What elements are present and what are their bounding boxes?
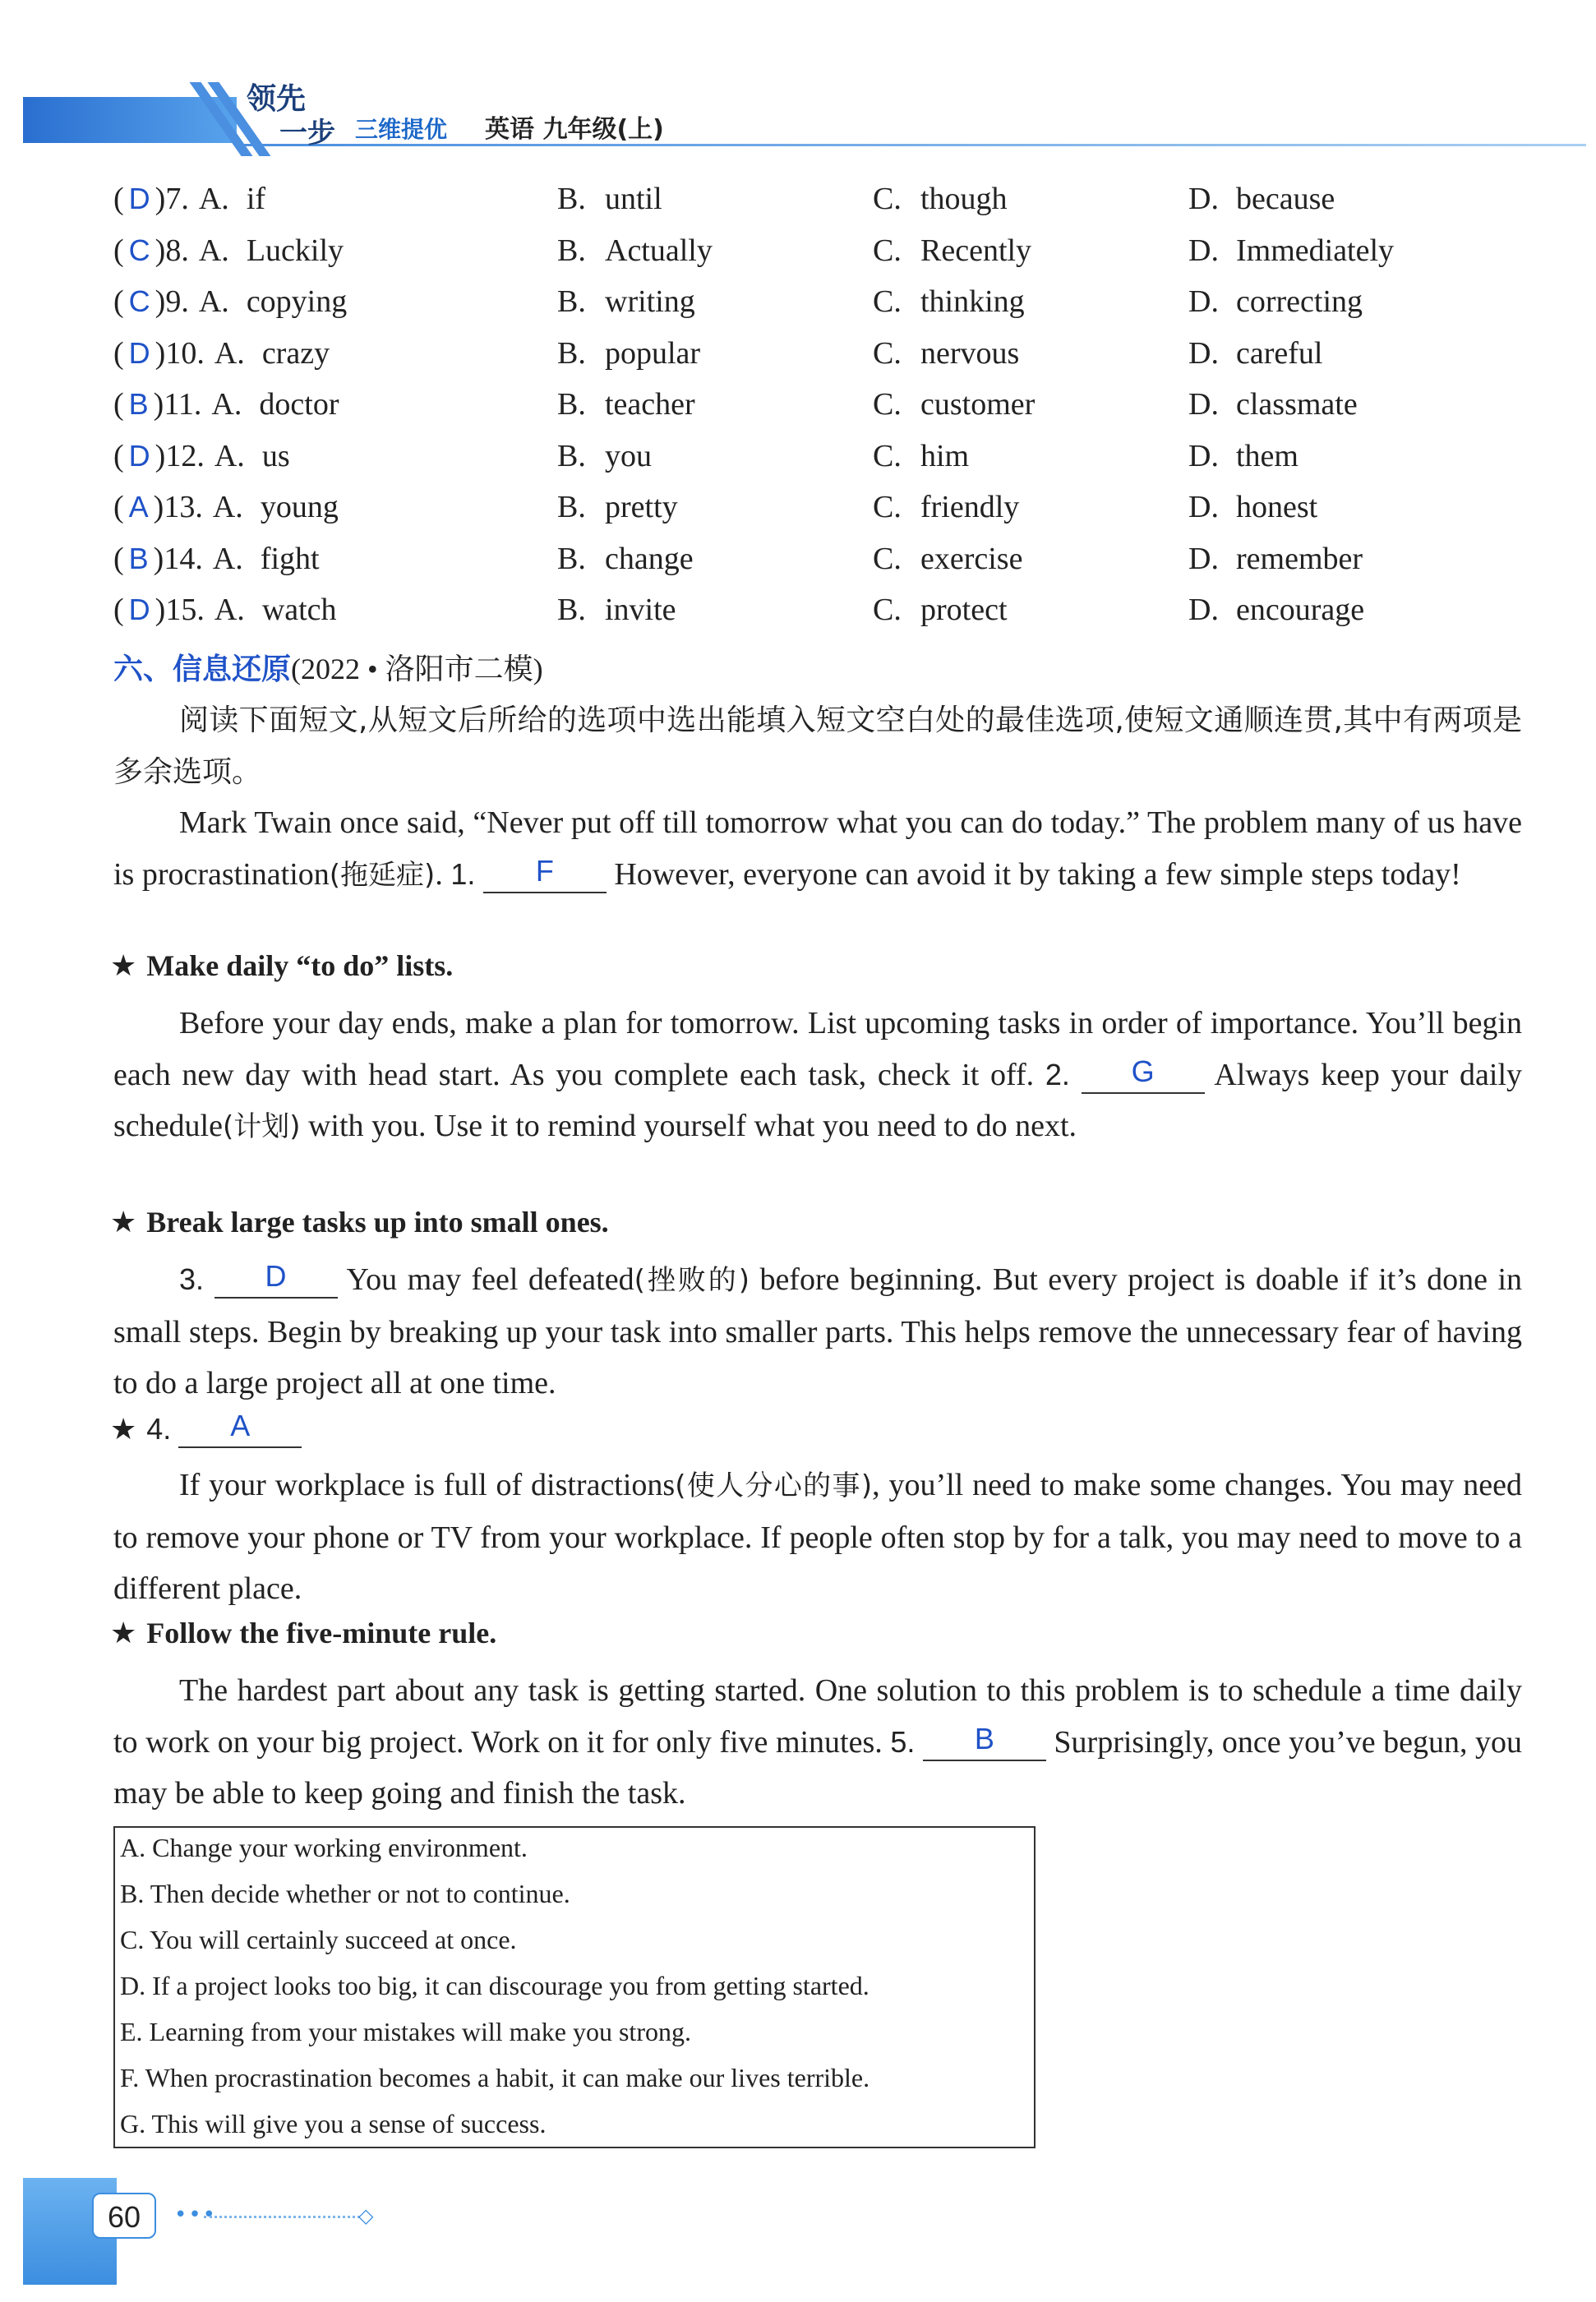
- mc-answer-slot: ( B )14. A. fight: [113, 541, 320, 576]
- mc-question: [113, 386, 1560, 436]
- mc-question: [113, 489, 1560, 538]
- mc-question: [113, 284, 1560, 333]
- mc-option-c: C. exercise: [873, 541, 1023, 576]
- tip-heading-2: ★ Break large tasks up into small ones.: [110, 1206, 609, 1239]
- mc-option-b: B. Actually: [557, 233, 713, 268]
- mc-question: [113, 181, 1560, 230]
- mc-answer-slot: ( D )15. A. watch: [113, 593, 337, 627]
- mc-option-c: C. thinking: [873, 284, 1025, 319]
- mc-option-b: B. you: [557, 438, 652, 473]
- mc-number: 10.: [165, 335, 205, 371]
- box-option: F. When procrastination becomes a habit, it can make our lives terrible.: [120, 2063, 870, 2092]
- mc-option-c: C. him: [873, 438, 970, 473]
- mc-number: 13.: [164, 490, 203, 524]
- mc-option-b: B. teacher: [557, 387, 695, 422]
- star-icon: ★: [110, 1413, 137, 1446]
- box-option: A. Change your working environment.: [120, 1833, 528, 1862]
- mc-option-d: D. remember: [1188, 541, 1363, 576]
- answer-blank-3[interactable]: D: [214, 1264, 338, 1299]
- mc-number: 8.: [165, 233, 189, 268]
- mc-number: 15.: [165, 593, 205, 627]
- page-number: 60: [92, 2193, 156, 2239]
- mc-option-c: C. protect: [873, 593, 1008, 627]
- mc-option-a: copying: [246, 284, 348, 319]
- mc-option-c: C. Recently: [873, 233, 1032, 268]
- mc-option-d: D. correcting: [1188, 284, 1363, 319]
- mc-option-b: B. change: [557, 541, 694, 576]
- mc-question: [113, 233, 1560, 282]
- mc-option-d: D. Immediately: [1188, 233, 1395, 268]
- mc-option-a: if: [246, 182, 266, 216]
- tip-heading-1: ★ Make daily “to do” lists.: [110, 949, 454, 983]
- answer-blank-4[interactable]: A: [178, 1414, 302, 1448]
- mc-option-a: Luckily: [246, 233, 344, 268]
- tip-heading-3: ★ 4. A: [110, 1412, 302, 1448]
- mc-answer-slot: ( D )7. A. if: [113, 182, 266, 216]
- mc-option-d: D. them: [1188, 438, 1298, 473]
- mc-option-a: crazy: [261, 335, 330, 371]
- mc-answer: C: [128, 233, 150, 267]
- passage-paragraph-4: If your workplace is full of distractions(使人分心的事), you’ll need to make some changes. You may need to remove your phone or TV from your workplace. If people often stop by for a talk, you may need to move to a different place.: [113, 1468, 1523, 1606]
- mc-option-a: young: [260, 490, 339, 524]
- box-option: G. This will give you a sense of success.: [120, 2109, 547, 2138]
- mc-answer-slot: ( C )8. A. Luckily: [113, 233, 344, 268]
- mc-option-c: C. customer: [873, 387, 1036, 422]
- tip-heading-4: ★ Follow the five-minute rule.: [110, 1617, 497, 1650]
- mc-number: 11.: [164, 387, 202, 422]
- mc-question: [113, 541, 1560, 590]
- mc-option-d: D. honest: [1188, 490, 1318, 524]
- passage-paragraph-2: Before your day ends, make a plan for tomorrow. List upcoming tasks in order of importance. You’ll begin each new day with head start. As you complete each task, check it off. 2. G Always keep your daily schedule(计划) with you. Use it to remind yourself what you need to do next.: [113, 1006, 1523, 1143]
- mc-answer: B: [128, 541, 149, 575]
- mc-option-d: D. careful: [1188, 335, 1323, 371]
- section-title: 六、信息还原: [113, 653, 292, 686]
- mc-option-b: B. invite: [557, 593, 676, 627]
- mc-question: [113, 438, 1560, 487]
- mc-number: 7.: [165, 182, 189, 216]
- star-icon: ★: [110, 949, 137, 983]
- mc-option-b: B. until: [557, 182, 662, 216]
- section-source: (2022 • 洛阳市二模): [291, 653, 543, 685]
- series-name: 三维提优: [355, 116, 448, 143]
- mc-option-a: us: [261, 438, 290, 473]
- answer-blank-5[interactable]: B: [923, 1727, 1046, 1761]
- subject-title: 英语 九年级(上): [485, 115, 664, 144]
- box-option: C. You will certainly succeed at once.: [120, 1925, 517, 1954]
- mc-question: [113, 335, 1560, 385]
- mc-answer: A: [128, 490, 149, 524]
- mc-answer: D: [128, 438, 150, 473]
- mc-number: 12.: [165, 438, 205, 473]
- mc-answer-slot: ( D )10. A. crazy: [113, 335, 330, 371]
- mc-option-a: fight: [260, 541, 320, 576]
- brand-name-line1: 领先: [247, 82, 307, 116]
- mc-answer: C: [128, 284, 150, 318]
- mc-answer: D: [128, 593, 150, 626]
- passage-paragraph-1: Mark Twain once said, “Never put off till tomorrow what you can do today.” The problem many of us have is procrastination(拖延症). 1. F However, everyone can avoid it by taking a few simple steps today!: [113, 805, 1522, 892]
- mc-answer-slot: ( C )9. A. copying: [113, 284, 348, 319]
- diamond-icon: ◇: [358, 2204, 374, 2227]
- section-heading: [113, 646, 543, 688]
- mc-number: 14.: [164, 541, 203, 576]
- mc-option-a: doctor: [259, 387, 339, 422]
- mc-option-b: B. writing: [557, 284, 695, 319]
- passage-paragraph-5: The hardest part about any task is getting started. One solution to this problem is to schedule a time daily to work on your big project. Work on it for only five minutes. 5. B Surprisingly, once you’ve begun, you may be able to keep going and finish the task.: [113, 1673, 1523, 1811]
- mc-answer-slot: ( B )11. A. doctor: [113, 387, 339, 422]
- mc-answer: D: [128, 182, 150, 215]
- mc-answer-slot: ( D )12. A. us: [113, 438, 290, 473]
- mc-option-b: B. popular: [557, 335, 701, 371]
- passage-paragraph-3: 3. D You may feel defeated(挫败的) before beginning. But every project is doable if it’s done in small steps. Begin by breaking up your task into smaller parts. This helps remove the unnecessary fear of having to do a large project all at one time.: [113, 1259, 1523, 1400]
- mc-question: [113, 592, 1560, 641]
- footer-dots: •••: [174, 2203, 218, 2227]
- mc-option-d: D. because: [1188, 182, 1335, 216]
- mc-answer: D: [128, 335, 150, 370]
- box-option: E. Learning from your mistakes will make you strong.: [120, 2017, 691, 2046]
- box-option: D. If a project looks too big, it can discourage you from getting started.: [120, 1971, 869, 2000]
- answer-blank-2[interactable]: G: [1082, 1059, 1205, 1094]
- mc-option-a: watch: [261, 593, 337, 627]
- mc-option-c: C. though: [873, 182, 1008, 216]
- brand-name-line2: 一步: [279, 117, 335, 150]
- mc-option-b: B. pretty: [557, 490, 678, 524]
- section-instruction: 阅读下面短文,从短文后所给的选项中选出能填入短文空白处的最佳选项,使短文通顺连贯,其中有两项是多余选项。: [113, 704, 1522, 789]
- mc-option-c: C. nervous: [873, 335, 1020, 371]
- options-box: [113, 1826, 1036, 2148]
- mc-option-c: C. friendly: [873, 490, 1020, 524]
- box-option: B. Then decide whether or not to continue.: [120, 1879, 570, 1908]
- answer-blank-1[interactable]: F: [483, 859, 607, 893]
- mc-option-d: D. classmate: [1188, 387, 1358, 422]
- mc-answer-slot: ( A )13. A. young: [113, 490, 339, 524]
- footer-dotted-line: [204, 2216, 360, 2218]
- star-icon: ★: [110, 1206, 137, 1239]
- star-icon: ★: [110, 1617, 137, 1650]
- mc-number: 9.: [165, 284, 189, 319]
- mc-answer: B: [128, 387, 149, 421]
- mc-option-d: D. encourage: [1188, 593, 1365, 627]
